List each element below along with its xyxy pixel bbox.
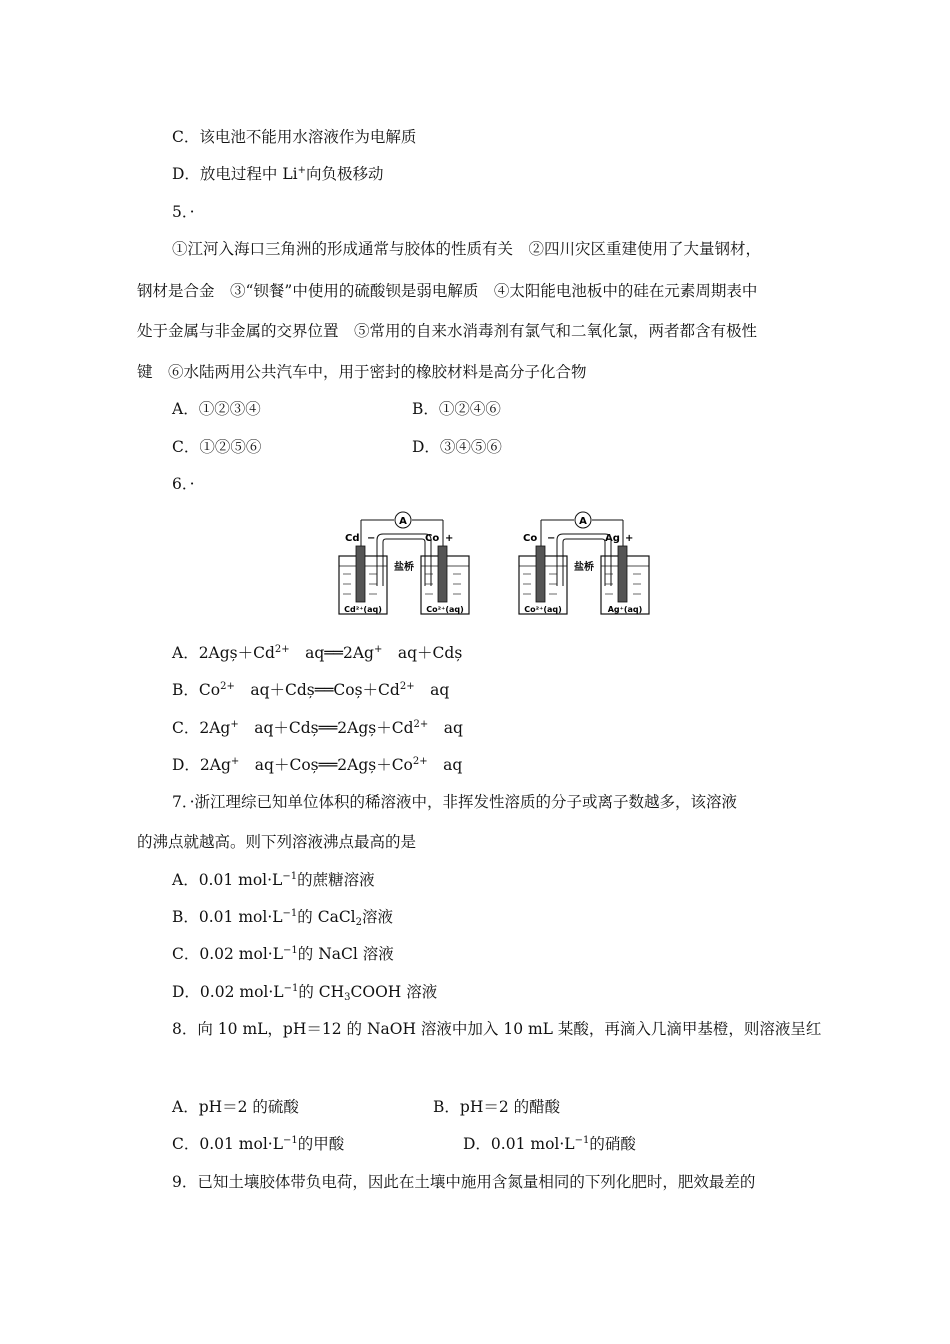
q7-text-line-1: 7．·浙江理综已知单位体积的稀溶液中，非挥发性溶质的分子或离子数越多，该溶液 — [172, 793, 738, 811]
right-electrode-right-label: Ag — [605, 533, 620, 544]
q5-text-line-3: 处于金属与非金属的交界位置 ⑤常用的自来水消毒剂有氯气和二氧化氯，两者都含有极性 — [137, 322, 758, 340]
q8-text-line-1: 8．向 10 mL，pH＝12 的 NaOH 溶液中加入 10 mL 某酸，再滴入几滴甲基橙，则溶液呈红 — [172, 1020, 822, 1038]
q6-number: 6．· — [172, 475, 195, 493]
q7-text-line-2: 的沸点就越高。则下列溶液沸点最高的是 — [137, 833, 417, 851]
q8-option-d: D．0.01 $mol\cdot L^{-1}$的硝酸 — [463, 1135, 636, 1153]
right-ammeter-label: A — [579, 516, 587, 527]
q5-number: 5．· — [172, 203, 195, 221]
q5-option-c: C．①②⑤⑥ — [172, 438, 262, 456]
q6-option-c: C．2Ag+ $aq+Cdș══2Agș+Cd^{2+}$ aq — [172, 719, 463, 737]
left-electrode-left-label: Cd — [345, 533, 360, 544]
q6-option-b: B．$Co^{2+}$ $aq+Cdș══Coș+Cd^{2+}$ aq — [172, 681, 450, 699]
left-cell — [339, 512, 469, 614]
q4-option-d: D．放电过程中 Li+向负极移动 — [172, 165, 384, 183]
q8-option-c: C．0.01 $mol\cdot L^{-1}$的甲酸 — [172, 1135, 345, 1153]
right-solution-left-label: Co²⁺(aq) — [524, 605, 562, 614]
right-ag-electrode — [618, 546, 627, 602]
q4-option-c: C．该电池不能用水溶液作为电解质 — [172, 128, 417, 146]
right-electrode-left-label: Co — [523, 533, 538, 544]
right-salt-bridge-label: 盐桥 — [574, 562, 594, 573]
q9-text-line-1: 9．已知土壤胶体带负电荷，因此在土壤中施用含氮量相同的下列化肥时，肥效最差的 — [172, 1173, 756, 1191]
left-electrode-right-label: Co — [425, 533, 440, 544]
q6-option-d: D．2Ag+ $aq+Coș══2Agș+Co^{2+}$ aq — [172, 756, 463, 774]
q7-option-b: B．0.01 $mol\cdot L^{-1}$的 CaCl$_2$溶液 — [172, 908, 394, 928]
right-co-electrode — [536, 546, 545, 602]
q5-text-line-1: ①江河入海口三角洲的形成通常与胶体的性质有关 ②四川灾区重建使用了大量钢材， — [172, 240, 762, 258]
q7-option-c: C．0.02 $mol\cdot L^{-1}$的 NaCl 溶液 — [172, 945, 394, 963]
right-plus-sign: + — [625, 533, 634, 544]
galvanic-cells-figure — [333, 508, 653, 620]
left-ammeter-label: A — [399, 516, 407, 527]
q8-option-a: A．pH＝2 的硫酸 — [172, 1098, 299, 1116]
left-minus-sign: − — [367, 533, 376, 544]
q5-option-b: B．①②④⑥ — [412, 400, 501, 418]
galvanic-cells-diagram — [333, 508, 653, 620]
q5-option-a: A．①②③④ — [172, 400, 261, 418]
right-cell — [519, 512, 649, 614]
q6-option-a: A．$2Agș+Cd^{2+}$ aq══2Ag+ aq＋Cdș — [172, 644, 463, 662]
right-solution-right-label: Ag⁺(aq) — [607, 605, 643, 614]
left-salt-bridge — [377, 534, 431, 586]
left-solution-left-label: Cd²⁺(aq) — [344, 605, 382, 614]
q5-option-d: D．③④⑤⑥ — [412, 438, 502, 456]
left-cd-electrode — [356, 546, 365, 602]
q5-text-line-4: 键 ⑥水陆两用公共汽车中，用于密封的橡胶材料是高分子化合物 — [137, 363, 587, 381]
left-solution-right-label: Co²⁺(aq) — [426, 605, 464, 614]
right-minus-sign: − — [547, 533, 556, 544]
right-salt-bridge — [557, 534, 611, 586]
left-salt-bridge-label: 盐桥 — [394, 562, 414, 573]
left-plus-sign: + — [445, 533, 454, 544]
q7-option-a: A．0.01 $mol\cdot L^{-1}$的蔗糖溶液 — [172, 871, 375, 889]
q5-text-line-2: 钢材是合金 ③“钡餐”中使用的硫酸钡是弱电解质 ④太阳能电池板中的硅在元素周期表中 — [137, 282, 758, 300]
left-co-electrode — [438, 546, 447, 602]
q7-option-d: D．0.02 $mol\cdot L^{-1}$的 $CH_3COOH$ 溶液 — [172, 983, 438, 1003]
q8-option-b: B．pH＝2 的醋酸 — [433, 1098, 561, 1116]
